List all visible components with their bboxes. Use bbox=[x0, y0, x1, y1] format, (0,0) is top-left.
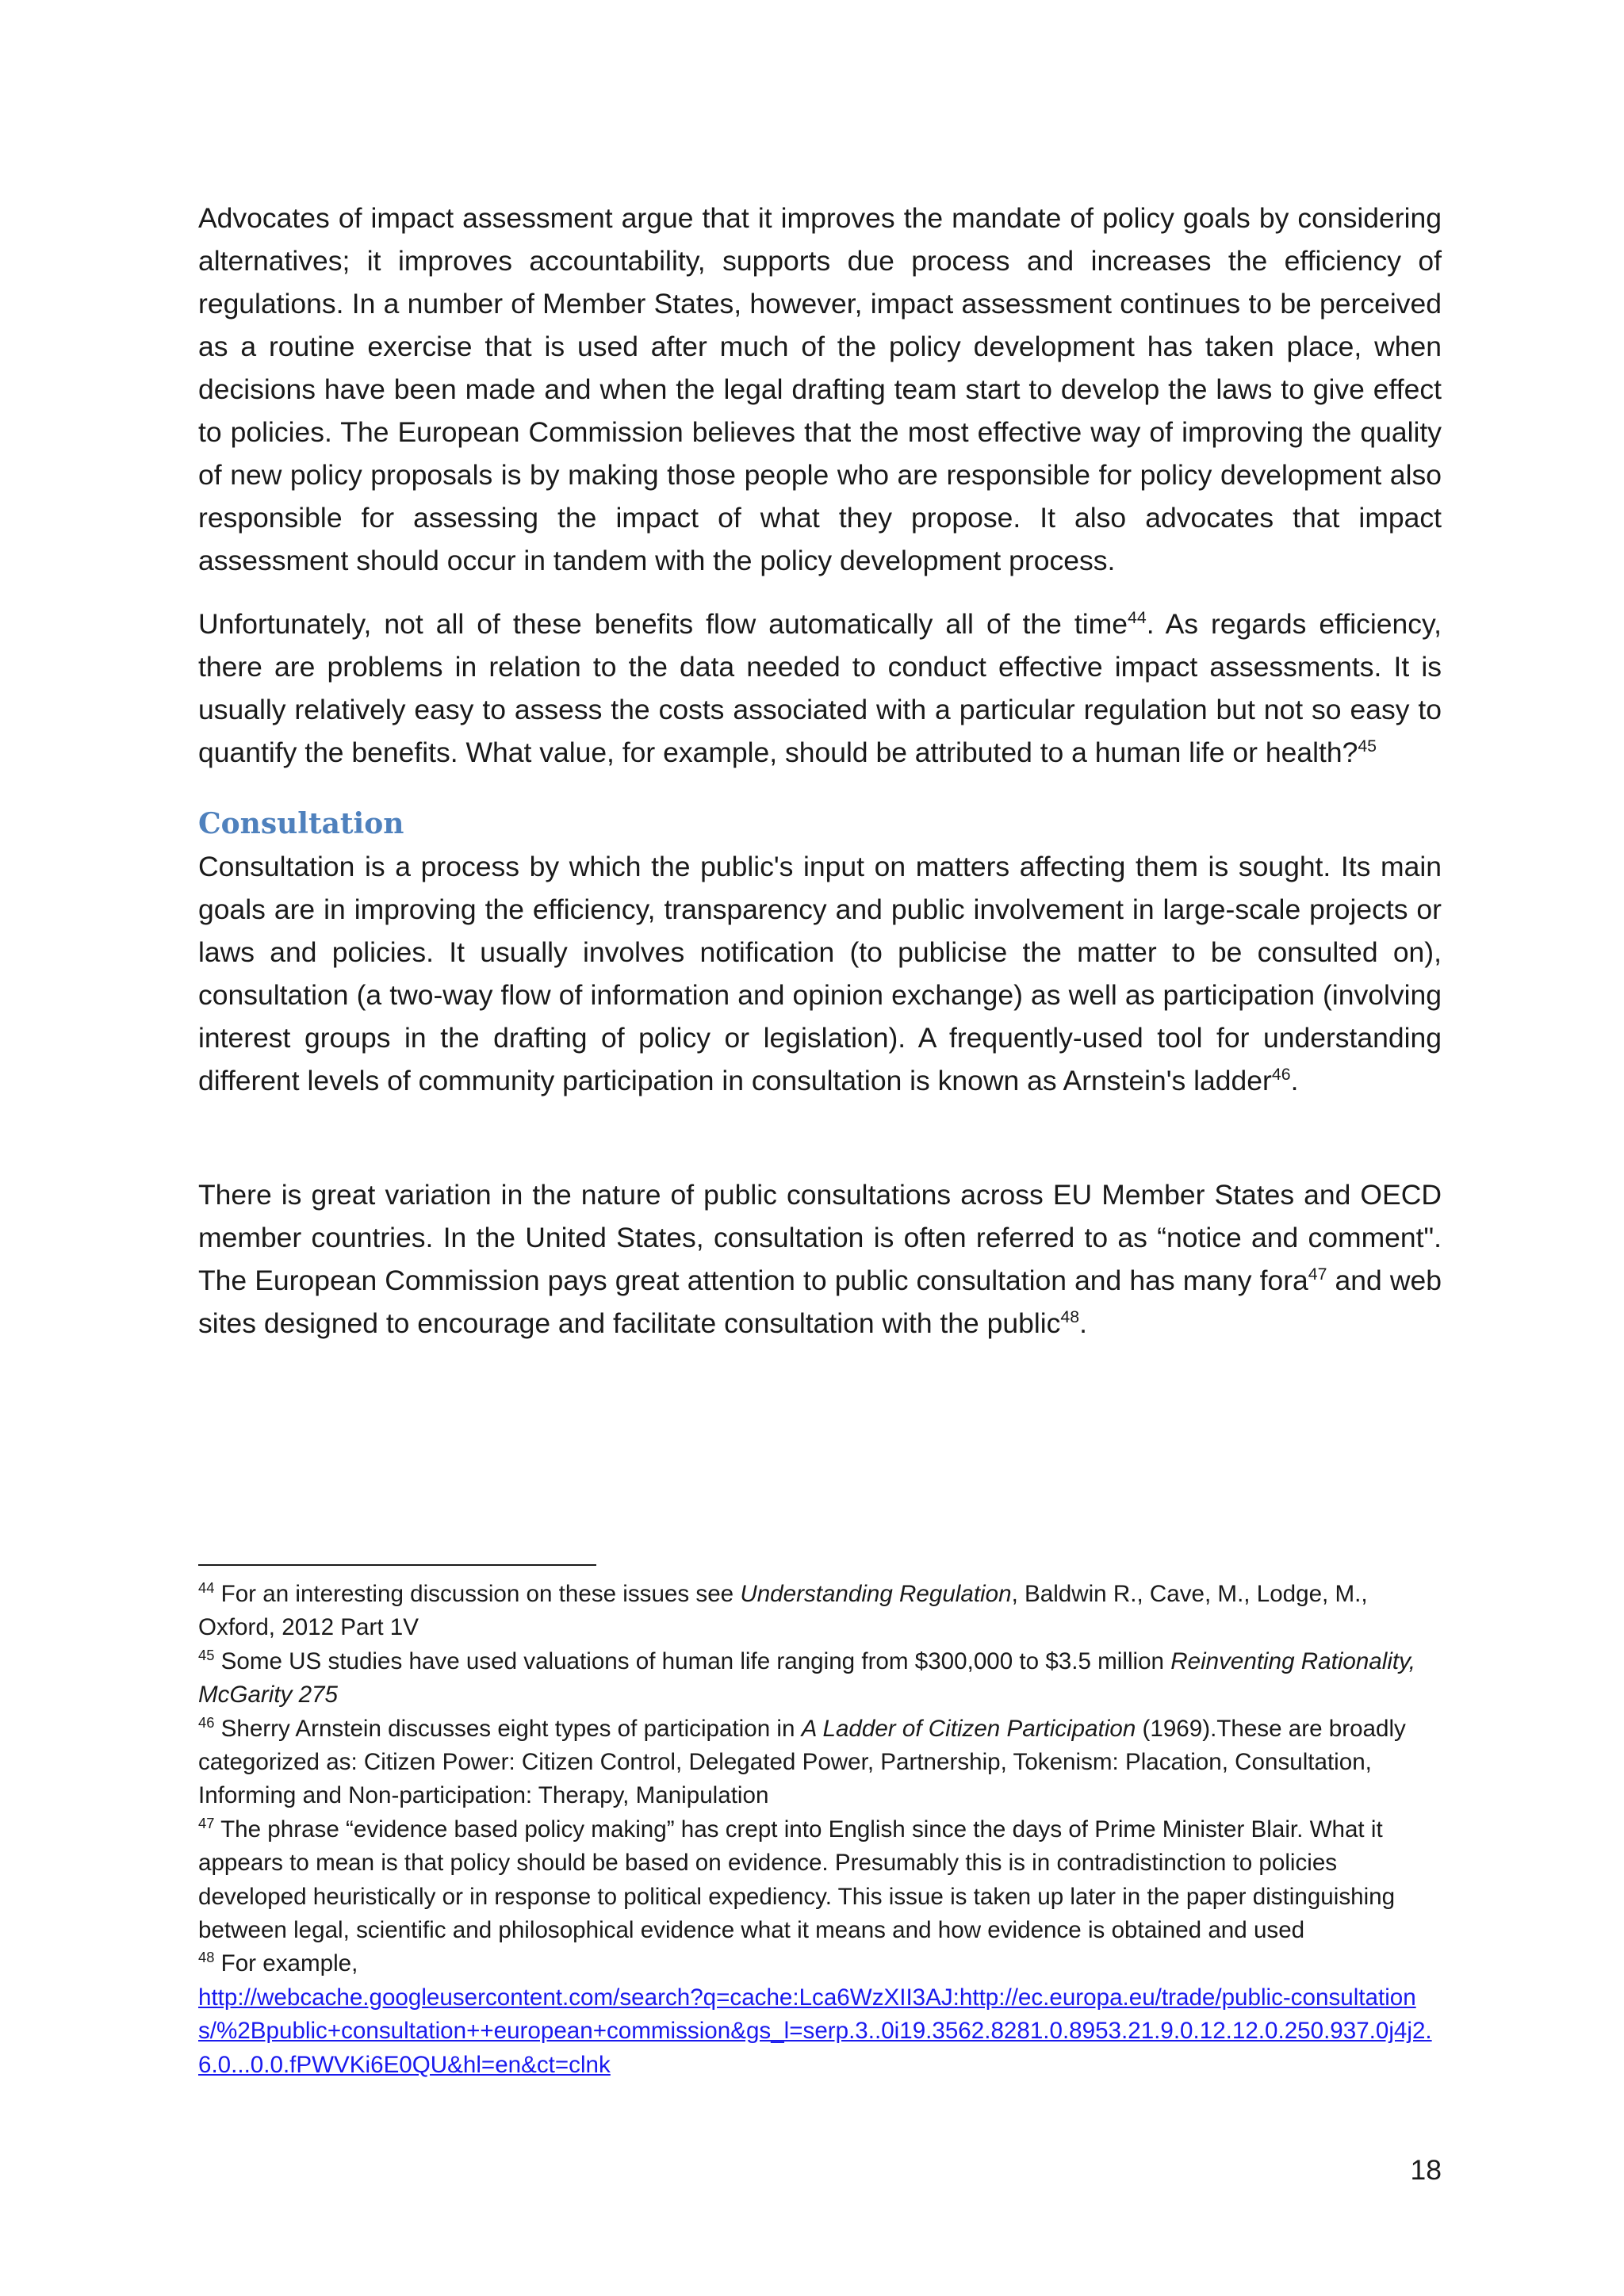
footnote-44 bbox=[198, 1578, 1442, 1645]
paragraph-text bbox=[198, 845, 1442, 1102]
paragraph-consultation-definition bbox=[198, 845, 1442, 1102]
paragraph-text bbox=[198, 1173, 1442, 1345]
footnote-47 bbox=[198, 1813, 1442, 1948]
paragraph-text: Advocates of impact assessment argue that it improves the mandate of policy goals by considering alternatives; it improves accountability, supports due process and increases the efficiency of regulations. In a number of Member States, however, impact assessment continues to be perceived as a routine exercise that is used after much of the policy development has taken place, when decisions have been made and when the legal drafting team start to develop the laws to give effect to policies. The European Commission believes that the most effective way of improving the quality of new policy proposals is by making those people who are responsible for policy development also responsible for assessing the impact of what they propose. It also advocates that impact assessment should occur in tandem with the policy development process. bbox=[198, 202, 1442, 576]
footnote-48 bbox=[198, 1947, 1442, 2082]
paragraph-consultation-variation bbox=[198, 1173, 1442, 1345]
footnote-ref-44[interactable]: 44 bbox=[1128, 608, 1147, 628]
footnote-text: For example, bbox=[214, 1950, 358, 1977]
footnote-number: 46 bbox=[198, 1713, 215, 1731]
footnote-text: Sherry Arnstein discusses eight types of participation in bbox=[214, 1715, 802, 1742]
paragraph-text-segment: Unfortunately, not all of these benefits flow automatically all of the time bbox=[198, 608, 1128, 640]
footnote-text: (1969).These are broadly categorized as: Citizen Power: Citizen Control, Delegated Power, Partnership, Tokenism: Placation, Consultation, Informing and Non-participation: Therapy, Manipulation bbox=[198, 1715, 1406, 1809]
paragraph-benefits bbox=[198, 603, 1442, 774]
page-number: 18 bbox=[1410, 2154, 1442, 2186]
footnote-text: The phrase “evidence based policy making” has crept into English since the days of Prime Minister Blair. What it appears to mean is that policy should be based on evidence. Presumably this is in contradistinction to policies developed heuristically or in response to political expediency. This issue is taken up later in the paper distinguishing between legal, scientific and philosophical evidence what it means and how evidence is obtained and used bbox=[198, 1816, 1396, 1944]
footnote-ref-48[interactable]: 48 bbox=[1060, 1307, 1080, 1327]
footnote-46 bbox=[198, 1712, 1442, 1813]
footnote-number: 47 bbox=[198, 1814, 215, 1831]
paragraph-text-segment: Consultation is a process by which the public's input on matters affecting them is sought. Its main goals are in improving the efficiency, transparency and public involvement in large-scale projects or laws and policies. It usually involves notification (to publicise the matter to be consulted on), consultation (a two-way flow of information and opinion exchange) as well as participation (involving interest groups in the drafting of policy or legislation). A frequently-used tool for understanding different levels of community participation in consultation is known as Arnstein's ladder bbox=[198, 851, 1442, 1096]
footnote-title-italic: A Ladder of Citizen Participation bbox=[801, 1715, 1136, 1742]
footnote-ref-47[interactable]: 47 bbox=[1308, 1265, 1327, 1284]
footnote-number: 44 bbox=[198, 1579, 215, 1597]
footnote-title-italic: Understanding Regulation bbox=[740, 1581, 1012, 1607]
paragraph-text-segment: There is great variation in the nature of public consultations across EU Member States and OECD member countries. In the United States, consultation is often referred to as “notice and comment". The European Commission pays great attention to public consultation and has many fora bbox=[198, 1179, 1442, 1296]
paragraph-text-segment: . bbox=[1290, 1065, 1299, 1096]
footnote-number: 45 bbox=[198, 1646, 215, 1663]
footnote-ref-46[interactable]: 46 bbox=[1271, 1065, 1291, 1085]
paragraph-text-segment: . As regards efficiency, there are problems in relation to the data needed to conduct effective impact assessments. It is usually relatively easy to assess the costs associated with a particular regulation but not so easy to quantify the benefits. What value, for example, should be attributed to a human life or health? bbox=[198, 608, 1442, 768]
footnote-number: 48 bbox=[198, 1949, 215, 1966]
footnote-ref-45[interactable]: 45 bbox=[1358, 737, 1377, 756]
section-heading-consultation: Consultation bbox=[198, 807, 404, 840]
paragraph-text bbox=[198, 603, 1442, 774]
footnote-text: For an interesting discussion on these issues see bbox=[214, 1581, 741, 1607]
paragraph-text-segment: . bbox=[1079, 1307, 1087, 1339]
footnote-text: Some US studies have used valuations of human life ranging from $300,000 to $3.5 million bbox=[214, 1647, 1171, 1674]
footnote-48-link[interactable]: http://webcache.googleusercontent.com/search?q=cache:Lca6WzXII3AJ:http://ec.europa.eu/trade/public-consultations/%2Bpublic+consultation++european+commission&gs_l=serp.3..0i19.3562.8281.0.8953.21.9.0.12.12.0.250.937.0j4j2.6.0...0.0.fPWVKi6E0QU&hl=en&ct=clnk bbox=[198, 1984, 1432, 2078]
paragraph-impact-assessment bbox=[198, 197, 1442, 582]
footnote-divider bbox=[198, 1564, 596, 1566]
footnotes-section bbox=[198, 1578, 1442, 2082]
footnote-45 bbox=[198, 1645, 1442, 1712]
paragraph-text-segment: and web sites designed to encourage and facilitate consultation with the public bbox=[198, 1265, 1442, 1339]
footnote-text: , Baldwin R., Cave, M., Lodge, M., Oxford, 2012 Part 1V bbox=[198, 1581, 1368, 1641]
footnote-title-italic: Reinventing Rationality, McGarity 275 bbox=[198, 1647, 1415, 1709]
